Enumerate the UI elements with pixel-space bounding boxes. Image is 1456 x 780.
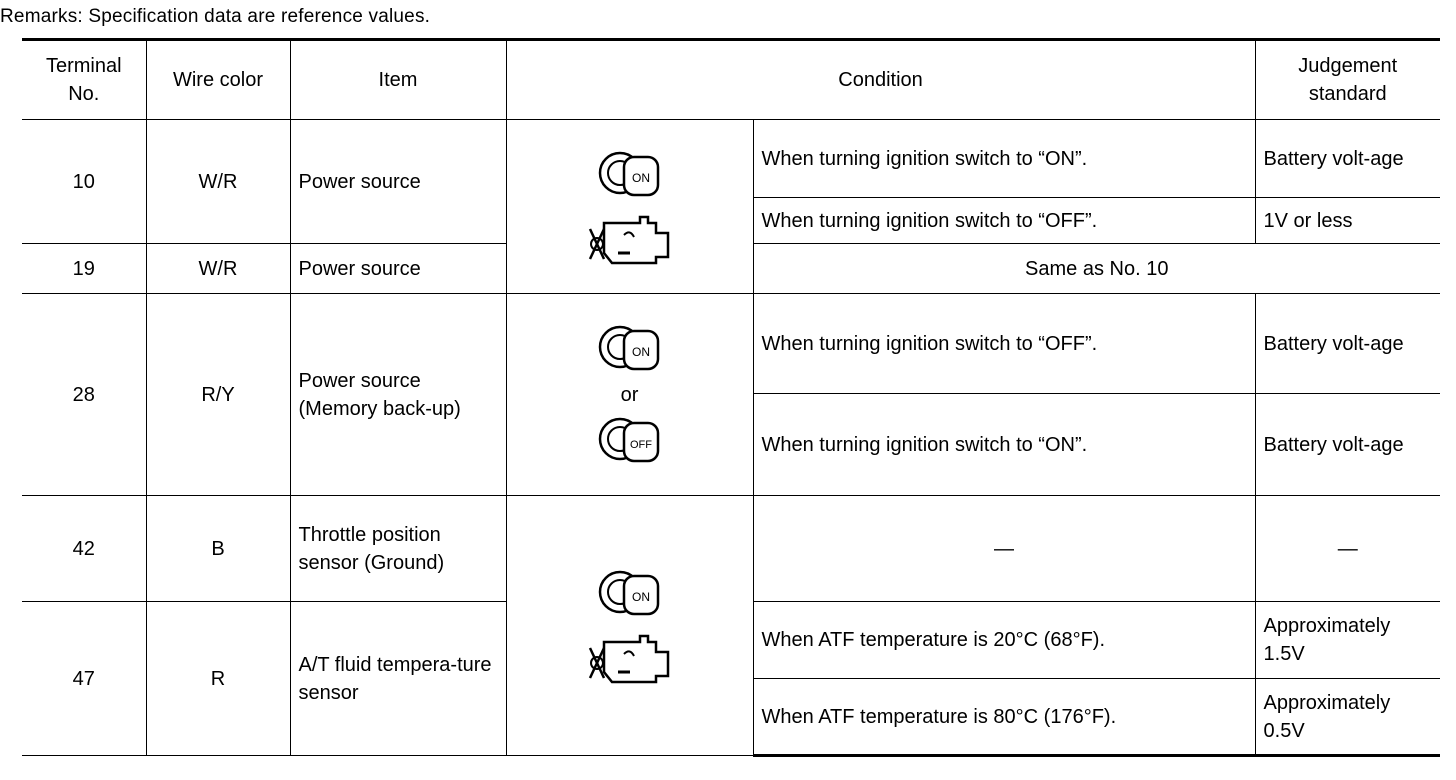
key-on-label: ON: [631, 589, 650, 604]
wire-28: R/Y: [146, 294, 290, 496]
table-row-10a: [22, 120, 1440, 198]
ignition-key-off-icon: [590, 409, 670, 473]
header-terminal: Terminal No.: [22, 40, 146, 120]
remarks-note: Remarks: Specification data are reference values.: [0, 6, 431, 27]
terminal-10: 10: [22, 120, 146, 244]
terminal-19: 19: [22, 244, 146, 294]
table-row-42: [22, 496, 1440, 602]
wire-42: B: [146, 496, 290, 602]
condition-28-off: When turning ignition switch to “OFF”.: [753, 294, 1255, 394]
judgement-28-on: Battery volt-age: [1255, 394, 1440, 496]
engine-stopped-icon: [582, 207, 678, 271]
wire-10: W/R: [146, 120, 290, 244]
item-10: Power source: [290, 120, 506, 244]
key-on-label: ON: [631, 170, 650, 185]
condition-47-20c: When ATF temperature is 20°C (68°F).: [753, 602, 1255, 679]
header-row: [22, 40, 1440, 120]
icon-cell-42-47: [506, 496, 753, 756]
item-28: Power source (Memory back-up): [290, 294, 506, 496]
judgement-10-off: 1V or less: [1255, 198, 1440, 244]
item-42: Throttle position sensor (Ground): [290, 496, 506, 602]
header-condition: Condition: [506, 40, 1255, 120]
wire-19: W/R: [146, 244, 290, 294]
judgement-42: —: [1255, 496, 1440, 602]
judgement-47-20c: Approximately 1.5V: [1255, 602, 1440, 679]
wire-47: R: [146, 602, 290, 756]
terminal-47: 47: [22, 602, 146, 756]
condition-10-off: When turning ignition switch to “OFF”.: [753, 198, 1255, 244]
condition-19-same: Same as No. 10: [753, 244, 1440, 294]
or-label: or: [620, 383, 639, 406]
ignition-key-on-icon: [590, 562, 670, 626]
icon-cell-10-19: [506, 120, 753, 294]
header-judgement: Judgement standard: [1255, 40, 1440, 120]
judgement-47-80c: Approximately 0.5V: [1255, 679, 1440, 756]
header-wire-color: Wire color: [146, 40, 290, 120]
table-row-28a: [22, 294, 1440, 394]
condition-47-80c: When ATF temperature is 80°C (176°F).: [753, 679, 1255, 756]
ignition-key-on-icon: [590, 143, 670, 207]
engine-stopped-icon: [582, 626, 678, 690]
key-off-label: OFF: [629, 438, 652, 451]
terminal-28: 28: [22, 294, 146, 496]
item-47: A/T fluid tempera-ture sensor: [290, 602, 506, 756]
condition-42: —: [753, 496, 1255, 602]
terminal-42: 42: [22, 496, 146, 602]
condition-28-on: When turning ignition switch to “ON”.: [753, 394, 1255, 496]
icon-cell-28: [506, 294, 753, 496]
judgement-10-on: Battery volt-age: [1255, 120, 1440, 198]
ignition-key-on-icon: [590, 317, 670, 381]
key-on-label: ON: [631, 344, 650, 359]
judgement-28-off: Battery volt-age: [1255, 294, 1440, 394]
terminal-spec-table: [22, 38, 1440, 757]
header-item: Item: [290, 40, 506, 120]
item-19: Power source: [290, 244, 506, 294]
condition-10-on: When turning ignition switch to “ON”.: [753, 120, 1255, 198]
